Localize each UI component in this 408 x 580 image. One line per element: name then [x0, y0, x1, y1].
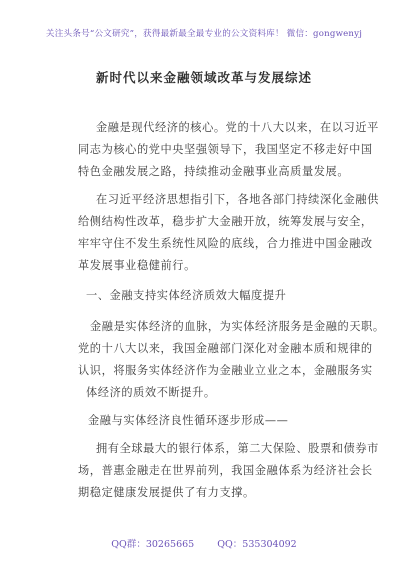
- section-heading: 一、金融支持实体经济质效大幅度提升: [86, 289, 287, 302]
- paragraph-line: 同志为核心的党中央坚强领导下，我国坚定不移走好中国: [78, 143, 373, 156]
- footer-qq: QQ：535304092: [217, 539, 297, 550]
- header-banner: 关注头条号“公文研究”，获得最新最全最专业的公文资料库！ 微信：gongwenyj: [45, 29, 363, 39]
- paragraph-line: 革发展事业稳健前行。: [78, 259, 196, 272]
- footer: [0, 536, 408, 550]
- paragraph-line: 期稳定健康发展提供了有力支撑。: [78, 486, 255, 499]
- document-title: 新时代以来金融领域改革与发展综述: [95, 70, 312, 85]
- paragraph-line: 党的十八大以来，我国金融部门深化对金融本质和规律的: [78, 342, 373, 355]
- subheading-line: 金融与实体经济良性循环逐步形成——: [88, 414, 289, 427]
- paragraph-line: 特色金融发展之路，持续推动金融事业高质量发展。: [78, 165, 350, 178]
- paragraph-line: 场，普惠金融走在世界前列，我国金融体系为经济社会长: [78, 464, 373, 477]
- paragraph-line: 认识，将服务实体经济作为金融业立业之本，金融服务实: [78, 364, 373, 377]
- paragraph-line: 金融是现代经济的核心。党的十八大以来，在以习近平: [96, 121, 379, 134]
- footer-qq-group: QQ群：30265665: [111, 539, 195, 550]
- paragraph-line: 给侧结构性改革，稳步扩大金融开放，统筹发展与安全，: [78, 215, 373, 228]
- paragraph-line: 牢牢守住不发生系统性风险的底线，合力推进中国金融改: [78, 237, 373, 250]
- paragraph-line: 体经济的质效不断提升。: [86, 386, 216, 399]
- paragraph-line: 拥有全球最大的银行体系，第二大保险、股票和债券市: [96, 442, 379, 455]
- paragraph-line: 金融是实体经济的血脉，为实体经济服务是金融的天职。: [90, 320, 385, 333]
- paragraph-line: 在习近平经济思想指引下，各地各部门持续深化金融供: [96, 193, 379, 206]
